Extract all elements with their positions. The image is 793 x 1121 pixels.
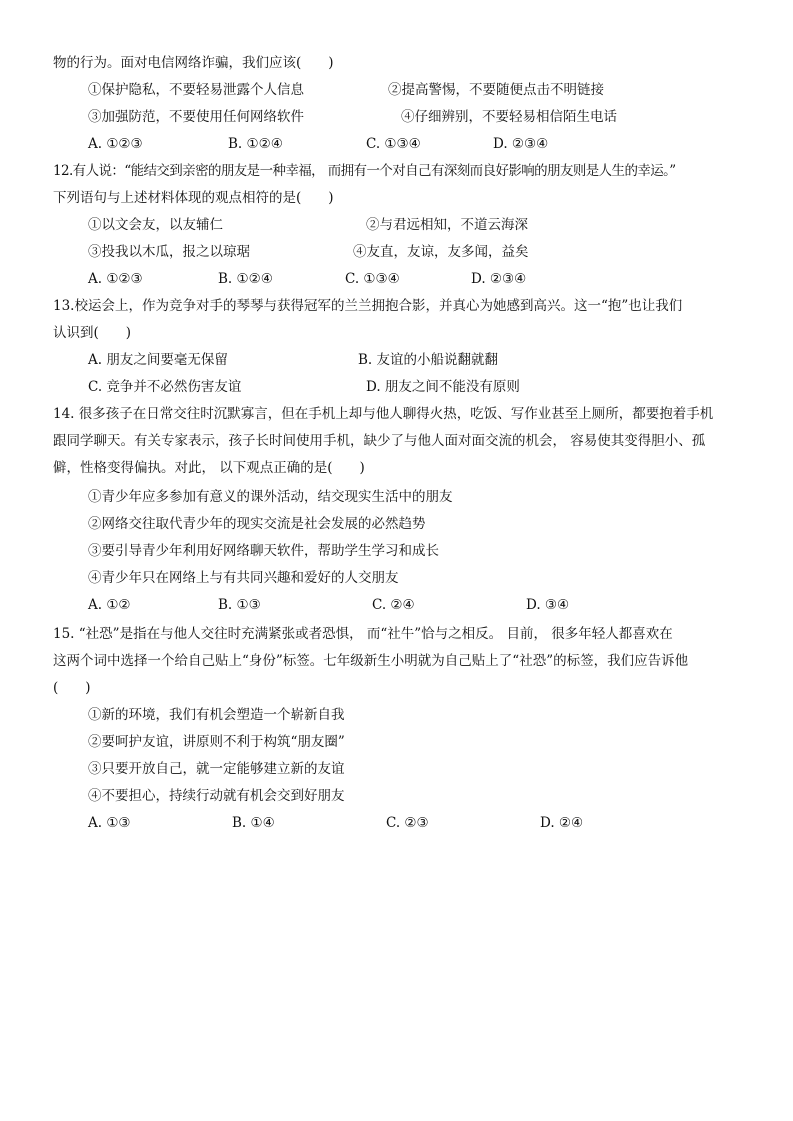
q12-option-b[interactable]: B. ①②④ <box>218 271 273 287</box>
q12-option-c[interactable]: C. ①③④ <box>345 271 400 287</box>
q12-option-a[interactable]: A. ①②③ <box>88 271 143 287</box>
q12-item-4: ④友直，友谅，友多闻，益矣 <box>353 244 529 260</box>
q14-item-2: ②网络交往取代青少年的现实交流是社会发展的必然趋势 <box>88 516 426 532</box>
q14-stem-line-2: 跟同学聊天。有关专家表示，孩子长时间使用手机，缺少了与他人面对面交流的机会， 容易使其变得胆小、孤 <box>53 433 706 449</box>
q14-item-3: ③要引导青少年利用好网络聊天软件，帮助学生学习和成长 <box>88 543 439 559</box>
q11-option-c[interactable]: C. ①③④ <box>366 136 421 152</box>
q12-stem-line-1: 12.有人说：“能结交到亲密的朋友是一种幸福， 而拥有一个对自己有深刻而良好影响的朋友则是人生的幸运。” <box>53 163 676 179</box>
q12-item-3: ③投我以木瓜，报之以琼琚 <box>88 244 250 260</box>
q11-item-1: ①保护隐私，不要轻易泄露个人信息 <box>88 82 304 98</box>
q14-option-c[interactable]: C. ②④ <box>372 597 415 613</box>
q15-stem-line-3: ( ) <box>53 680 91 696</box>
q13-option-c[interactable]: C. 竞争并不必然伤害友谊 <box>88 379 242 395</box>
q12-stem-line-2: 下列语句与上述材料体现的观点相符的是( ) <box>53 190 334 206</box>
q15-option-c[interactable]: C. ②③ <box>386 815 429 831</box>
q11-item-4: ④仔细辨别，不要轻易相信陌生电话 <box>401 109 617 125</box>
q15-option-b[interactable]: B. ①④ <box>232 815 275 831</box>
q11-option-a[interactable]: A. ①②③ <box>88 136 143 152</box>
q15-item-1: ①新的环境，我们有机会塑造一个崭新自我 <box>88 707 345 723</box>
q11-stem-tail: 物的行为。面对电信网络诈骗，我们应该( ) <box>53 55 334 71</box>
q15-stem-line-2: 这两个词中选择一个给自己贴上“身份”标签。七年级新生小明就为自己贴上了“社恐”的标签，我们应告诉他 <box>53 653 689 669</box>
q14-option-d[interactable]: D. ③④ <box>526 597 570 613</box>
q11-option-d[interactable]: D. ②③④ <box>493 136 549 152</box>
q11-item-3: ③加强防范，不要使用任何网络软件 <box>88 109 304 125</box>
q13-stem-line-1: 13.校运会上，作为竞争对手的琴琴与获得冠军的兰兰拥抱合影，并真心为她感到高兴。这一“抱”也让我们 <box>53 298 683 314</box>
q13-option-a[interactable]: A. 朋友之间要毫无保留 <box>88 352 228 368</box>
q15-item-4: ④不要担心，持续行动就有机会交到好朋友 <box>88 788 345 804</box>
q14-stem-line-1: 14. 很多孩子在日常交往时沉默寡言，但在手机上却与他人聊得火热，吃饭、写作业甚至上厕所，都要抱着手机 <box>53 406 714 422</box>
q12-item-1: ①以文会友，以友辅仁 <box>88 217 223 233</box>
q13-stem-line-2: 认识到( ) <box>53 325 132 341</box>
q14-option-b[interactable]: B. ①③ <box>218 597 261 613</box>
q13-option-d[interactable]: D. 朋友之间不能没有原则 <box>366 379 520 395</box>
q14-stem-line-3: 僻，性格变得偏执。对此， 以下观点正确的是( ) <box>53 460 365 476</box>
q12-option-d[interactable]: D. ②③④ <box>471 271 527 287</box>
q11-item-2: ②提高警惕，不要随便点击不明链接 <box>388 82 604 98</box>
q15-item-3: ③只要开放自己，就一定能够建立新的友谊 <box>88 761 345 777</box>
q12-item-2: ②与君远相知，不道云海深 <box>366 217 528 233</box>
q13-option-b[interactable]: B. 友谊的小船说翻就翻 <box>358 352 499 368</box>
q11-option-b[interactable]: B. ①②④ <box>228 136 283 152</box>
q14-item-4: ④青少年只在网络上与有共同兴趣和爱好的人交朋友 <box>88 570 399 586</box>
q15-option-d[interactable]: D. ②④ <box>540 815 584 831</box>
q15-stem-line-1: 15. “社恐”是指在与他人交往时充满紧张或者恐惧， 而“社牛”恰与之相反。 目前， 很多年轻人都喜欢在 <box>53 626 673 642</box>
q14-item-1: ①青少年应多参加有意义的课外活动，结交现实生活中的朋友 <box>88 489 453 505</box>
q15-option-a[interactable]: A. ①③ <box>88 815 131 831</box>
q15-item-2: ②要呵护友谊，讲原则不利于构筑“朋友圈” <box>88 734 345 750</box>
q14-option-a[interactable]: A. ①② <box>88 597 131 613</box>
